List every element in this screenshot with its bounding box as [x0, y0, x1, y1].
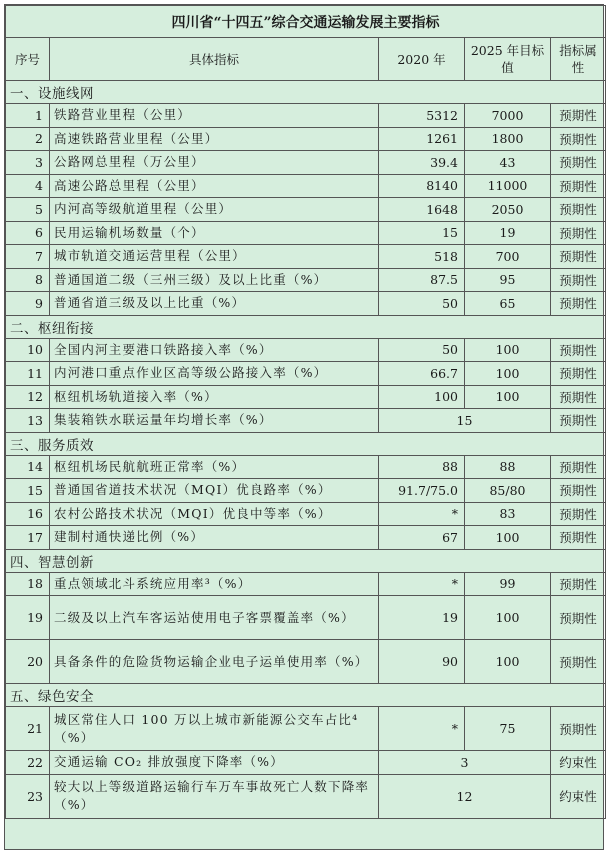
- table-row: [6, 221, 606, 245]
- table-row: [6, 774, 606, 818]
- row-indicator-name: 普通省道三级及以上比重（%）: [50, 292, 379, 316]
- header-2025: 2025 年目标值: [465, 38, 551, 81]
- section-row: [6, 684, 606, 707]
- row-attribute: 预期性: [551, 221, 606, 245]
- table-row: [6, 127, 606, 151]
- indicator-table-sheet: [4, 4, 604, 850]
- section-label: 二、枢纽衔接: [6, 315, 606, 338]
- row-indicator-name: 普通国省道技术状况（MQI）优良路率（%）: [50, 479, 379, 503]
- row-attribute: 预期性: [551, 362, 606, 386]
- row-value-2025: 83: [465, 502, 551, 526]
- row-index: 17: [6, 526, 50, 550]
- row-indicator-name: 建制村通快递比例（%）: [50, 526, 379, 550]
- table-row: [6, 362, 606, 386]
- row-attribute: 预期性: [551, 198, 606, 222]
- row-index: 14: [6, 455, 50, 479]
- row-indicator-name: 交通运输 CO₂ 排放强度下降率（%）: [50, 751, 379, 775]
- row-value-2025: 100: [465, 526, 551, 550]
- row-value-2025: 100: [465, 385, 551, 409]
- row-value-2025: 65: [465, 292, 551, 316]
- row-attribute: 预期性: [551, 385, 606, 409]
- row-index: 18: [6, 572, 50, 596]
- row-target-merged: 15: [379, 409, 551, 433]
- row-attribute: 预期性: [551, 292, 606, 316]
- row-index: 6: [6, 221, 50, 245]
- row-indicator-name: 农村公路技术状况（MQI）优良中等率（%）: [50, 502, 379, 526]
- row-index: 4: [6, 174, 50, 198]
- row-indicator-name: 枢纽机场民航航班正常率（%）: [50, 455, 379, 479]
- section-label: 一、设施线网: [6, 81, 606, 104]
- row-value-2025: 100: [465, 596, 551, 640]
- row-value-2025: 1800: [465, 127, 551, 151]
- header-index: 序号: [6, 38, 50, 81]
- table-row: [6, 338, 606, 362]
- row-value-2020: 19: [379, 596, 465, 640]
- row-attribute: 预期性: [551, 455, 606, 479]
- table-row: [6, 502, 606, 526]
- row-attribute: 预期性: [551, 174, 606, 198]
- row-attribute: 预期性: [551, 338, 606, 362]
- section-label: 三、服务质效: [6, 432, 606, 455]
- row-attribute: 预期性: [551, 502, 606, 526]
- header-attr: 指标属性: [551, 38, 606, 81]
- row-indicator-name: 内河港口重点作业区高等级公路接入率（%）: [50, 362, 379, 386]
- table-row: [6, 526, 606, 550]
- row-indicator-name: 枢纽机场轨道接入率（%）: [50, 385, 379, 409]
- row-value-2020: 39.4: [379, 151, 465, 175]
- row-indicator-name: 全国内河主要港口铁路接入率（%）: [50, 338, 379, 362]
- row-indicator-name: 二级及以上汽车客运站使用电子客票覆盖率（%）: [50, 596, 379, 640]
- row-indicator-name: 民用运输机场数量（个）: [50, 221, 379, 245]
- row-value-2025: 43: [465, 151, 551, 175]
- row-value-2025: 85/80: [465, 479, 551, 503]
- row-attribute: 预期性: [551, 596, 606, 640]
- row-attribute: 预期性: [551, 268, 606, 292]
- table-row: [6, 707, 606, 751]
- row-value-2020: 518: [379, 245, 465, 269]
- row-index: 19: [6, 596, 50, 640]
- row-index: 1: [6, 104, 50, 128]
- table-row: [6, 245, 606, 269]
- row-attribute: 预期性: [551, 707, 606, 751]
- table-row: [6, 751, 606, 775]
- row-value-2020: 8140: [379, 174, 465, 198]
- table-row: [6, 455, 606, 479]
- section-label: 五、绿色安全: [6, 684, 606, 707]
- table-title: 四川省“十四五”综合交通运输发展主要指标: [6, 6, 606, 38]
- row-target-merged: 3: [379, 751, 551, 775]
- row-indicator-name: 重点领域北斗系统应用率³（%）: [50, 572, 379, 596]
- row-value-2020: 67: [379, 526, 465, 550]
- row-value-2025: 100: [465, 362, 551, 386]
- row-value-2020: 50: [379, 292, 465, 316]
- row-value-2020: *: [379, 502, 465, 526]
- row-value-2020: 50: [379, 338, 465, 362]
- row-index: 9: [6, 292, 50, 316]
- row-attribute: 预期性: [551, 640, 606, 684]
- table-title-row: [6, 6, 606, 38]
- row-indicator-name: 公路网总里程（万公里）: [50, 151, 379, 175]
- row-value-2020: 90: [379, 640, 465, 684]
- table-row: [6, 151, 606, 175]
- table-row: [6, 596, 606, 640]
- row-indicator-name: 较大以上等级道路运输行车万车事故死亡人数下降率（%）: [50, 774, 379, 818]
- row-index: 16: [6, 502, 50, 526]
- table-row: [6, 409, 606, 433]
- row-indicator-name: 城区常住人口 100 万以上城市新能源公交车占比⁴（%）: [50, 707, 379, 751]
- section-row: [6, 81, 606, 104]
- row-value-2020: 5312: [379, 104, 465, 128]
- row-target-merged: 12: [379, 774, 551, 818]
- row-value-2025: 75: [465, 707, 551, 751]
- section-row: [6, 432, 606, 455]
- row-value-2020: 91.7/75.0: [379, 479, 465, 503]
- row-indicator-name: 普通国道二级（三州三级）及以上比重（%）: [50, 268, 379, 292]
- table-row: [6, 479, 606, 503]
- row-attribute: 预期性: [551, 127, 606, 151]
- row-index: 5: [6, 198, 50, 222]
- row-attribute: 约束性: [551, 774, 606, 818]
- header-name: 具体指标: [50, 38, 379, 81]
- row-value-2020: 87.5: [379, 268, 465, 292]
- row-index: 11: [6, 362, 50, 386]
- section-label: 四、智慧创新: [6, 549, 606, 572]
- row-value-2025: 7000: [465, 104, 551, 128]
- row-index: 8: [6, 268, 50, 292]
- row-index: 7: [6, 245, 50, 269]
- indicator-table: [5, 5, 606, 819]
- table-row: [6, 198, 606, 222]
- row-index: 10: [6, 338, 50, 362]
- row-value-2025: 11000: [465, 174, 551, 198]
- row-value-2020: *: [379, 572, 465, 596]
- row-attribute: 约束性: [551, 751, 606, 775]
- table-row: [6, 640, 606, 684]
- row-attribute: 预期性: [551, 104, 606, 128]
- row-index: 22: [6, 751, 50, 775]
- section-row: [6, 549, 606, 572]
- row-value-2020: 88: [379, 455, 465, 479]
- section-row: [6, 315, 606, 338]
- row-value-2025: 100: [465, 640, 551, 684]
- row-value-2020: 66.7: [379, 362, 465, 386]
- row-value-2025: 95: [465, 268, 551, 292]
- row-value-2020: 1648: [379, 198, 465, 222]
- row-attribute: 预期性: [551, 245, 606, 269]
- table-row: [6, 385, 606, 409]
- row-indicator-name: 高速公路总里程（公里）: [50, 174, 379, 198]
- row-index: 20: [6, 640, 50, 684]
- table-row: [6, 268, 606, 292]
- row-value-2025: 100: [465, 338, 551, 362]
- row-index: 13: [6, 409, 50, 433]
- row-value-2020: 100: [379, 385, 465, 409]
- row-value-2025: 88: [465, 455, 551, 479]
- row-attribute: 预期性: [551, 479, 606, 503]
- row-indicator-name: 高速铁路营业里程（公里）: [50, 127, 379, 151]
- row-value-2020: *: [379, 707, 465, 751]
- row-indicator-name: 具备条件的危险货物运输企业电子运单使用率（%）: [50, 640, 379, 684]
- row-value-2020: 15: [379, 221, 465, 245]
- row-index: 15: [6, 479, 50, 503]
- table-row: [6, 572, 606, 596]
- row-value-2025: 19: [465, 221, 551, 245]
- row-indicator-name: 内河高等级航道里程（公里）: [50, 198, 379, 222]
- row-index: 21: [6, 707, 50, 751]
- header-2020: 2020 年: [379, 38, 465, 81]
- row-index: 3: [6, 151, 50, 175]
- row-value-2025: 2050: [465, 198, 551, 222]
- table-header-row: [6, 38, 606, 81]
- row-index: 12: [6, 385, 50, 409]
- row-indicator-name: 铁路营业里程（公里）: [50, 104, 379, 128]
- table-row: [6, 174, 606, 198]
- row-index: 2: [6, 127, 50, 151]
- row-attribute: 预期性: [551, 409, 606, 433]
- row-attribute: 预期性: [551, 151, 606, 175]
- row-index: 23: [6, 774, 50, 818]
- row-value-2020: 1261: [379, 127, 465, 151]
- row-attribute: 预期性: [551, 526, 606, 550]
- row-value-2025: 99: [465, 572, 551, 596]
- table-row: [6, 104, 606, 128]
- row-attribute: 预期性: [551, 572, 606, 596]
- table-row: [6, 292, 606, 316]
- row-indicator-name: 集装箱铁水联运量年均增长率（%）: [50, 409, 379, 433]
- row-value-2025: 700: [465, 245, 551, 269]
- row-indicator-name: 城市轨道交通运营里程（公里）: [50, 245, 379, 269]
